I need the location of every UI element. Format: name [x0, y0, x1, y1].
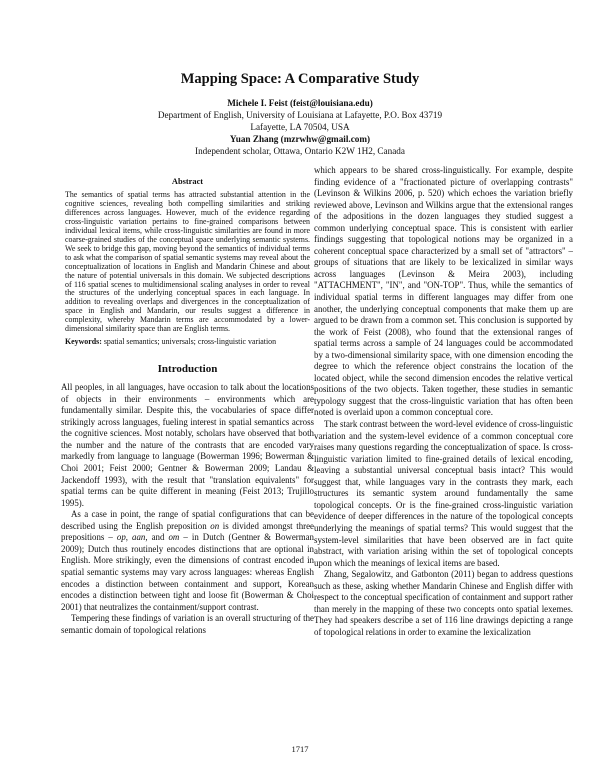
paper-title: Mapping Space: A Comparative Study — [180, 71, 420, 87]
abstract-heading: Abstract — [171, 177, 204, 186]
intro-paragraph-2: As a case in point, the range of spatial configurations that can be described using the English preposition on is divided amongst three prepositions – op, aan, and om – in Dutch (Gentner & Bowerman 2009); Dutch thus routinely encodes distinctions that are optional in English. More strikingly, even the dimensions of contrast encoded in spatial semantic systems may vary across languages: whereas English encodes a distinction between containment and support, Korean encodes a distinction between tight and loose fit (Bowerman & Choi 2001) that neutralizes the containment/support contrast. — [61, 509, 314, 612]
right-paragraph-1: which appears to be shared cross-linguistically. For example, despite finding evidence of a "fractionated picture of overlapping contrasts" (Levinson & Wilkins 2006, p. 520) which echoes the variation briefly reviewed above, Levinson and Wilkins argue that the extensional ranges of the adpositions in the dozen languages they studied suggest a common underlying conceptual space. This is consistent with earlier findings suggesting that topological notions may be organized in a coherent conceptual space characterized by a small set of "attractors" – groups of situations that are likely to be lexicalized in similar ways across languages (Levinson & Meira 2003), including "ATTACHMENT", "IN", and "ON-TOP". Thus, while the semantics of individual spatial terms in different languages may differ from one another, the underlying conceptual components that make them up are argued to be drawn from a common set. This conclusion is supported by the work of Feist (2008), who found that the extensional ranges of spatial terms across a sample of 24 languages could be accommodated by a two-dimensional similarity space, with one dimension encoding the degree to which the reference object constrains the location of the located object, while the second dimension encodes the relative vertical positions of the two objects. Taken together, these studies in semantic typology suggest that the cross-linguistic variation that has often been noted is overlaid upon a common conceptual core. — [314, 165, 573, 418]
abstract-text: The semantics of spatial terms has attracted substantial attention in the cognitive sciences, revealing both compelling similarities and striking differences across languages. However, much of the evidence regarding cross-linguistic variation pertains to fine-grained comparisons between individual lexical items, while cross-linguistic similarities are found in more coarse-grained studies of the conceptual space underlying semantic systems. We seek to bridge this gap, moving beyond the semantics of individual terms to ask what the comparison of spatial semantic systems may reveal about the conceptualization of locations in English and Mandarin Chinese and about the nature of potential universals in this domain. We subjected descriptions of 116 spatial scenes to multidimensional scaling analyses in order to reveal the structures of the underlying conceptual spaces in each language. In addition to revealing overlaps and divergences in the conceptualization of space in English and Mandarin, our results suggest a difference in complexity, whereby Mandarin terms are accommodated by a lower-dimensional similarity space than are English terms. — [65, 190, 310, 334]
intro-paragraph-1: All peoples, in all languages, have occasion to talk about the locations of objects in their environments – environments which are fundamentally similar. Despite this, the vocabularies of space differ strikingly across languages, fueling interest in spatial semantics across the cognitive sciences. Most notably, scholars have observed that both the number and the nature of the contrasts that are encoded vary markedly from language to language (Bowerman 1996; Bowerman & Choi 2001; Feist 2000; Gentner & Bowerman 2009; Landau & Jackendoff 1993), with the result that "translation equivalents" for spatial terms can be quite different in meaning (Feist 2013; Trujillo 1995). — [61, 382, 314, 508]
author-block — [0, 97, 600, 157]
author-2: Yuan Zhang (mzrwhw@gmail.com) — [229, 134, 371, 144]
right-paragraph-2: The stark contrast between the word-level evidence of cross-linguistic variation and the system-level evidence of a common conceptual core raises many questions regarding the conceptualization of space. Is cross-linguistic variation limited to fine-grained details of lexical encoding, leaving a substantial universal conceptual basis intact? This would suggest that, while languages vary in the contrasts they mark, each structures its semantic system around fundamentally the same topological concepts. Or is the fine-grained cross-linguistic variation evidence of deeper differences in the nature of the topological concepts underlying the meanings of spatial terms? This would suggest that the system-level similarities that have been observed are in fact quite abstract, with variation arising within the set of topological concepts upon which the meanings of lexical items are based. — [314, 419, 573, 568]
right-column — [314, 165, 573, 638]
introduction-heading: Introduction — [157, 363, 218, 376]
right-paragraph-3: Zhang, Segalowitz, and Gatbonton (2011) began to address questions such as these, asking whether Mandarin Chinese and English differ with respect to the conceptual specification of containment and support rather than merely in the mapping of these two concepts onto spatial lexemes. They had speakers describe a set of 116 line drawings depicting a range of topological relations in order to examine the lexicalization — [314, 569, 573, 637]
keywords-label: Keywords: — [65, 337, 102, 347]
affiliation-2: Independent scholar, Ottawa, Ontario K2W 1H2, Canada — [195, 146, 405, 156]
affiliation-1-line-2: Lafayette, LA 70504, USA — [250, 122, 350, 132]
author-1: Michele I. Feist (feist@louisiana.edu) — [227, 98, 373, 108]
keywords-text: spatial semantics; universals; cross-linguistic variation — [103, 337, 277, 347]
affiliation-1-line-1: Department of English, University of Louisiana at Lafayette, P.O. Box 43719 — [157, 110, 443, 120]
left-column — [61, 168, 314, 636]
page-number: 1717 — [291, 744, 309, 754]
intro-paragraph-3: Tempering these findings of variation is an overall structuring of the semantic domain of topological relations — [61, 613, 314, 635]
keywords — [65, 338, 310, 347]
